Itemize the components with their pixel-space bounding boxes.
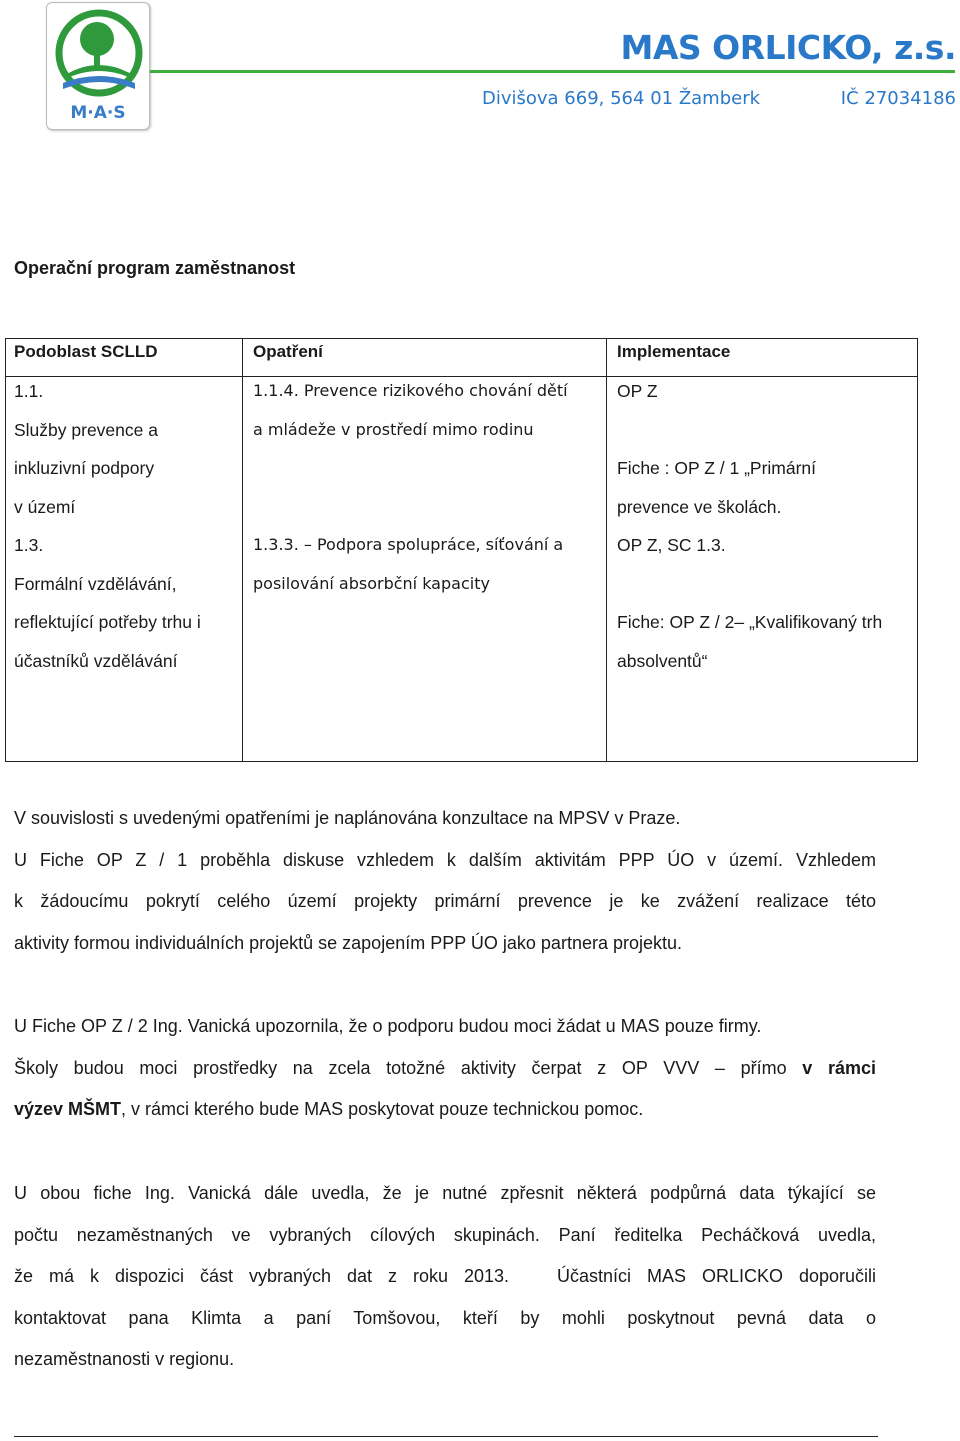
paragraph-line: U Fiche OP Z / 2 Ing. Vanická upozornila, že o podporu budou moci žádat u MAS pouze firmy. — [14, 1016, 762, 1036]
cell-line: v území — [14, 496, 76, 517]
paragraph-fiche-2 — [14, 1006, 876, 1131]
paragraph-bold-text: v rámci — [802, 1057, 877, 1078]
mas-logo — [46, 2, 150, 130]
paragraph-line: že má k dispozici část vybraných dat z roku 2013. Účastníci MAS ORLICKO doporučili — [14, 1266, 876, 1286]
org-ic: IČ 27034186 — [840, 88, 956, 109]
paragraph-line: U Fiche OP Z / 1 proběhla diskuse vzhledem k dalším aktivitám PPP ÚO v území. Vzhledem — [14, 849, 876, 870]
cell-line: 1.3.3. – Podpora spolupráce, síťování a — [253, 535, 564, 554]
cell-line: inkluzivní podpory — [14, 458, 155, 478]
cell-line: prevence ve školách. — [617, 496, 782, 517]
table-cell-measure — [253, 526, 563, 603]
org-address: Divišova 669, 564 01 Žamberk — [482, 88, 761, 109]
table-column-divider — [606, 339, 607, 761]
paragraph-line: U obou fiche Ing. Vanická dále uvedla, že je nutné zpřesnit některá podpůrná data týkající se — [14, 1183, 876, 1203]
table-header-cell: Implementace — [617, 342, 731, 361]
cell-line: Formální vzdělávání, — [14, 573, 177, 594]
paragraph-both-fiches — [14, 1173, 876, 1381]
paragraph-text: Školy budou moci prostředky na zcela totožné aktivity čerpat z OP VVV – přímo — [14, 1057, 803, 1078]
footer-divider — [14, 1436, 878, 1437]
logo-text: M·A·S — [70, 103, 126, 123]
paragraph-line: kontaktovat pana Klimta a paní Tomšovou, kteří by mohli poskytnout pevná data o — [14, 1307, 876, 1328]
cell-line: Fiche: OP Z / 2– „Kvalifikovaný trh — [617, 612, 883, 632]
cell-line: absolventů“ — [617, 650, 708, 671]
table-column-divider — [242, 339, 243, 761]
paragraph-line: nezaměstnanosti v regionu. — [14, 1349, 235, 1369]
cell-line — [617, 411, 816, 450]
paragraph-line: aktivity formou individuálních projektů se zapojením PPP ÚO jako partnera projektu. — [14, 932, 683, 953]
cell-line: účastníků vzdělávání — [14, 650, 178, 671]
table-header-cell: Podoblast SCLLD — [14, 342, 158, 361]
cell-line: 1.1.4. Prevence rizikového chování dětí — [253, 381, 568, 400]
paragraph-bold-text: výzev MŠMT — [14, 1099, 122, 1119]
cell-line: OP Z, SC 1.3. — [617, 535, 726, 555]
paragraph-line — [14, 1089, 876, 1131]
document-title: Operační program zaměstnanost — [14, 258, 296, 278]
paragraph-consultation — [14, 798, 876, 964]
cell-line: reflektující potřeby trhu i — [14, 612, 201, 632]
header-divider — [150, 70, 955, 73]
table-cell-subarea — [14, 372, 158, 526]
cell-line: 1.1. — [14, 381, 44, 401]
table-cell-implementation — [617, 526, 882, 680]
cell-line: posilování absorbční kapacity — [253, 573, 490, 593]
paragraph-line: k žádoucímu pokrytí celého území projekty primární prevence je ke zvážení realizace této — [14, 891, 876, 911]
paragraph-line — [14, 1048, 876, 1090]
cell-line: a mládeže v prostředí mimo rodinu — [253, 419, 534, 439]
table-cell-subarea — [14, 526, 201, 680]
cell-line: Služby prevence a — [14, 419, 158, 440]
paragraph-text: , v rámci kterého bude MAS poskytovat pouze technickou pomoc. — [121, 1099, 644, 1119]
table-cell-implementation — [617, 372, 816, 526]
table-header-cell: Opatření — [253, 342, 323, 361]
paragraph-line: počtu nezaměstnaných ve vybraných cílových skupinách. Paní ředitelka Pecháčková uvedla, — [14, 1224, 876, 1245]
table-cell-measure — [253, 372, 568, 449]
cell-line — [617, 565, 882, 604]
org-name: MAS ORLICKO, z.s. — [620, 28, 956, 67]
cell-line: OP Z — [617, 381, 658, 401]
cell-line: Fiche : OP Z / 1 „Primární — [617, 458, 817, 478]
cell-line: 1.3. — [14, 535, 44, 555]
paragraph-line: V souvislosti s uvedenými opatřeními je naplánována konzultace na MPSV v Praze. — [14, 808, 681, 828]
